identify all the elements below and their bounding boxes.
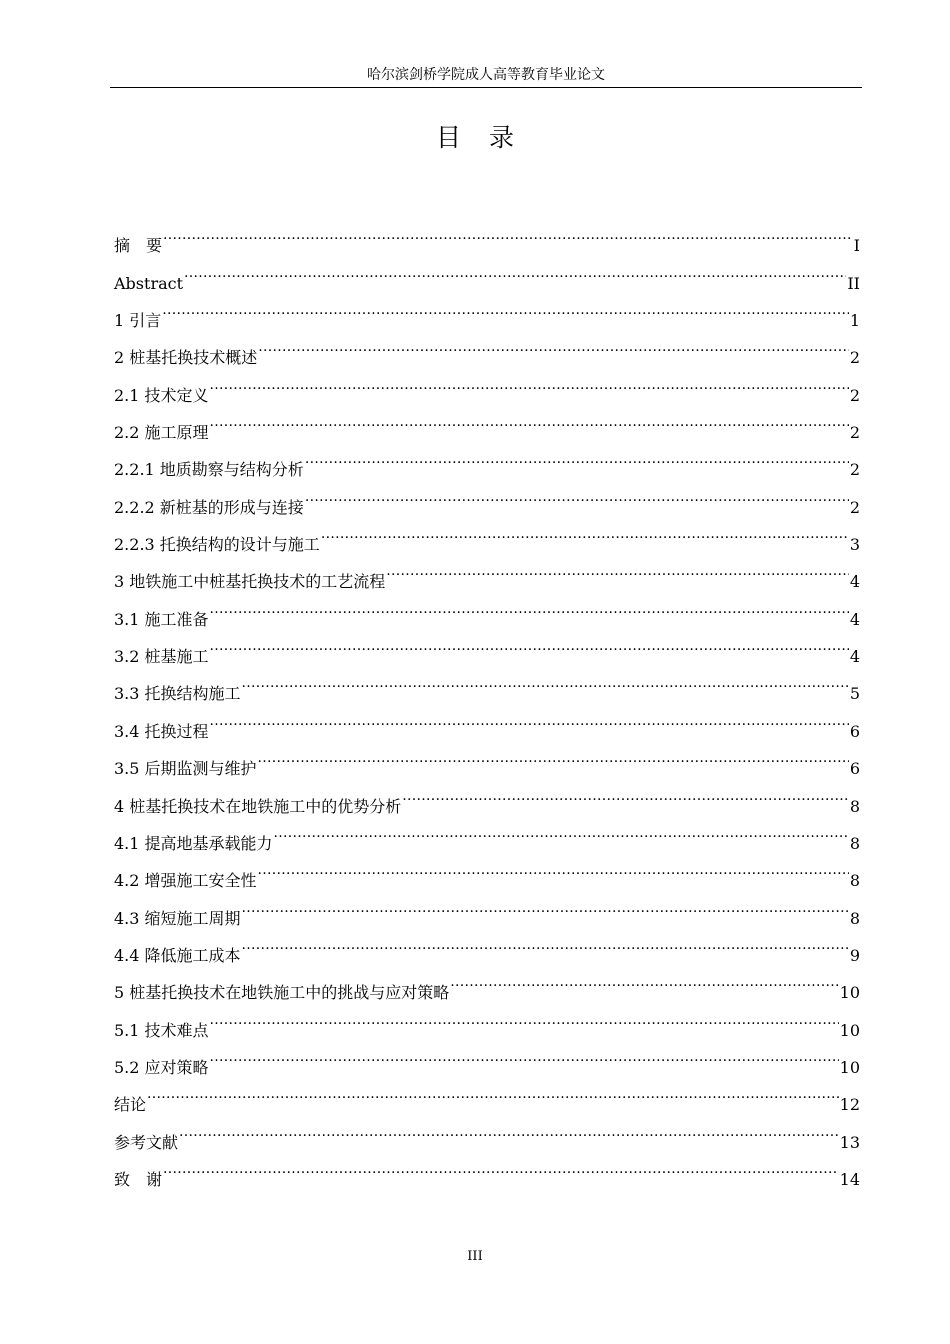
toc-entry-page: 10 [839, 1057, 860, 1077]
toc-entry[interactable] [114, 737, 860, 779]
toc-entry-page: 1 [849, 311, 860, 331]
dot-leader [163, 1148, 839, 1185]
toc-entry-page: 6 [849, 721, 860, 741]
toc-entry-label: 4 桩基托换技术在地铁施工中的优势分析 [114, 796, 402, 816]
toc-entry[interactable] [114, 1073, 860, 1115]
dot-leader [274, 812, 849, 849]
toc-entry-label: 摘 要 [114, 236, 163, 256]
toc-entry[interactable] [114, 1110, 860, 1152]
toc-entry-page: I [853, 236, 860, 256]
toc-entry[interactable] [114, 1036, 860, 1077]
toc-entry-label: 4.2 增强施工安全性 [114, 871, 257, 891]
dot-leader [450, 961, 838, 998]
toc-entry-label: 3.3 托换结构施工 [114, 684, 241, 704]
dot-leader [210, 587, 849, 624]
toc-entry-page: 8 [849, 833, 860, 853]
toc-entry-page: 9 [849, 945, 860, 965]
toc-entry[interactable] [114, 401, 860, 443]
toc-entry-page: 4 [849, 609, 860, 629]
dot-leader [210, 625, 849, 662]
toc-entry-page: 10 [839, 1020, 860, 1040]
toc-entry[interactable] [114, 214, 860, 256]
toc-entry-label: 2 桩基托换技术概述 [114, 348, 258, 368]
dot-leader [258, 737, 849, 774]
header-rule [110, 87, 862, 88]
toc-entry-page: 2 [849, 460, 860, 480]
dot-leader [402, 774, 849, 811]
toc-entry-page: 12 [839, 1095, 860, 1115]
toc-entry-page: 2 [849, 423, 860, 443]
toc-entry-label: 5.1 技术难点 [114, 1020, 209, 1040]
toc-entry-label: 4.4 降低施工成本 [114, 945, 241, 965]
toc-entry-page: 4 [849, 572, 860, 592]
toc-entry-label: 5.2 应对策略 [114, 1057, 209, 1077]
dot-leader [305, 475, 849, 512]
toc-entry-page: 6 [849, 759, 860, 779]
dot-leader [258, 326, 849, 363]
toc-title [0, 122, 950, 154]
toc-entry-label: 3 地铁施工中桩基托换技术的工艺流程 [114, 572, 386, 592]
toc-entry-page: 2 [849, 497, 860, 517]
toc-entry-page: II [847, 273, 860, 293]
toc-entry[interactable] [114, 625, 860, 667]
dot-leader [210, 401, 849, 438]
toc-entry[interactable] [114, 998, 860, 1040]
dot-leader [162, 289, 849, 326]
dot-leader [258, 849, 849, 886]
toc-entry-label: 5 桩基托换技术在地铁施工中的挑战与应对策略 [114, 983, 450, 1003]
toc-entry-label: 致 谢 [114, 1169, 163, 1189]
toc-entry[interactable] [114, 289, 860, 331]
page-number: III [467, 1249, 483, 1264]
dot-leader [242, 924, 849, 961]
toc-entry[interactable] [114, 326, 860, 368]
dot-leader [242, 662, 849, 699]
toc-title-left: 目 [435, 123, 461, 152]
toc-title-right: 录 [489, 123, 515, 152]
toc-entry-page: 8 [849, 908, 860, 928]
toc-entry-label: 2.2.3 托换结构的设计与施工 [114, 535, 320, 555]
toc-entry-label: 3.5 后期监测与维护 [114, 759, 257, 779]
toc-entry[interactable] [114, 587, 860, 629]
toc-entry-label: 2.2 施工原理 [114, 423, 209, 443]
toc-entry-label: 2.2.2 新桩基的形成与连接 [114, 497, 304, 517]
dot-leader [184, 251, 846, 288]
toc-entry-page: 2 [849, 385, 860, 405]
toc-list [114, 214, 860, 1189]
toc-entry-label: 2.1 技术定义 [114, 385, 209, 405]
toc-entry-label: 结论 [114, 1095, 147, 1115]
dot-leader [163, 214, 853, 251]
toc-entry[interactable] [114, 251, 860, 293]
toc-entry-label: 参考文献 [114, 1132, 179, 1152]
toc-entry-label: Abstract [114, 273, 184, 293]
toc-entry[interactable] [114, 438, 860, 480]
dot-leader [179, 1110, 839, 1147]
toc-entry-page: 4 [849, 647, 860, 667]
dot-leader [210, 1036, 839, 1073]
dot-leader [305, 438, 849, 475]
dot-leader [386, 550, 849, 587]
toc-entry[interactable] [114, 662, 860, 704]
toc-entry-page: 14 [839, 1169, 860, 1189]
toc-entry-page: 8 [849, 871, 860, 891]
toc-entry-page: 13 [839, 1132, 860, 1152]
toc-entry-label: 4.1 提高地基承载能力 [114, 833, 273, 853]
running-header: 哈尔滨剑桥学院成人高等教育毕业论文 [367, 67, 605, 83]
dot-leader [210, 998, 839, 1035]
toc-entry-label: 2.2.1 地质勘察与结构分析 [114, 460, 304, 480]
toc-entry[interactable] [114, 699, 860, 741]
toc-entry-page: 10 [839, 983, 860, 1003]
toc-entry-page: 5 [849, 684, 860, 704]
toc-entry-label: 3.4 托换过程 [114, 721, 209, 741]
toc-entry-page: 3 [849, 535, 860, 555]
dot-leader [210, 699, 849, 736]
toc-entry-page: 2 [849, 348, 860, 368]
dot-leader [321, 513, 849, 550]
toc-entry-label: 4.3 缩短施工周期 [114, 908, 241, 928]
dot-leader [147, 1073, 839, 1110]
toc-entry-label: 1 引言 [114, 311, 162, 331]
toc-entry-page: 8 [849, 796, 860, 816]
dot-leader [242, 886, 849, 923]
dot-leader [210, 363, 849, 400]
toc-entry[interactable] [114, 363, 860, 405]
toc-entry[interactable] [114, 1148, 860, 1189]
toc-entry-label: 3.2 桩基施工 [114, 647, 209, 667]
toc-entry-label: 3.1 施工准备 [114, 609, 209, 629]
